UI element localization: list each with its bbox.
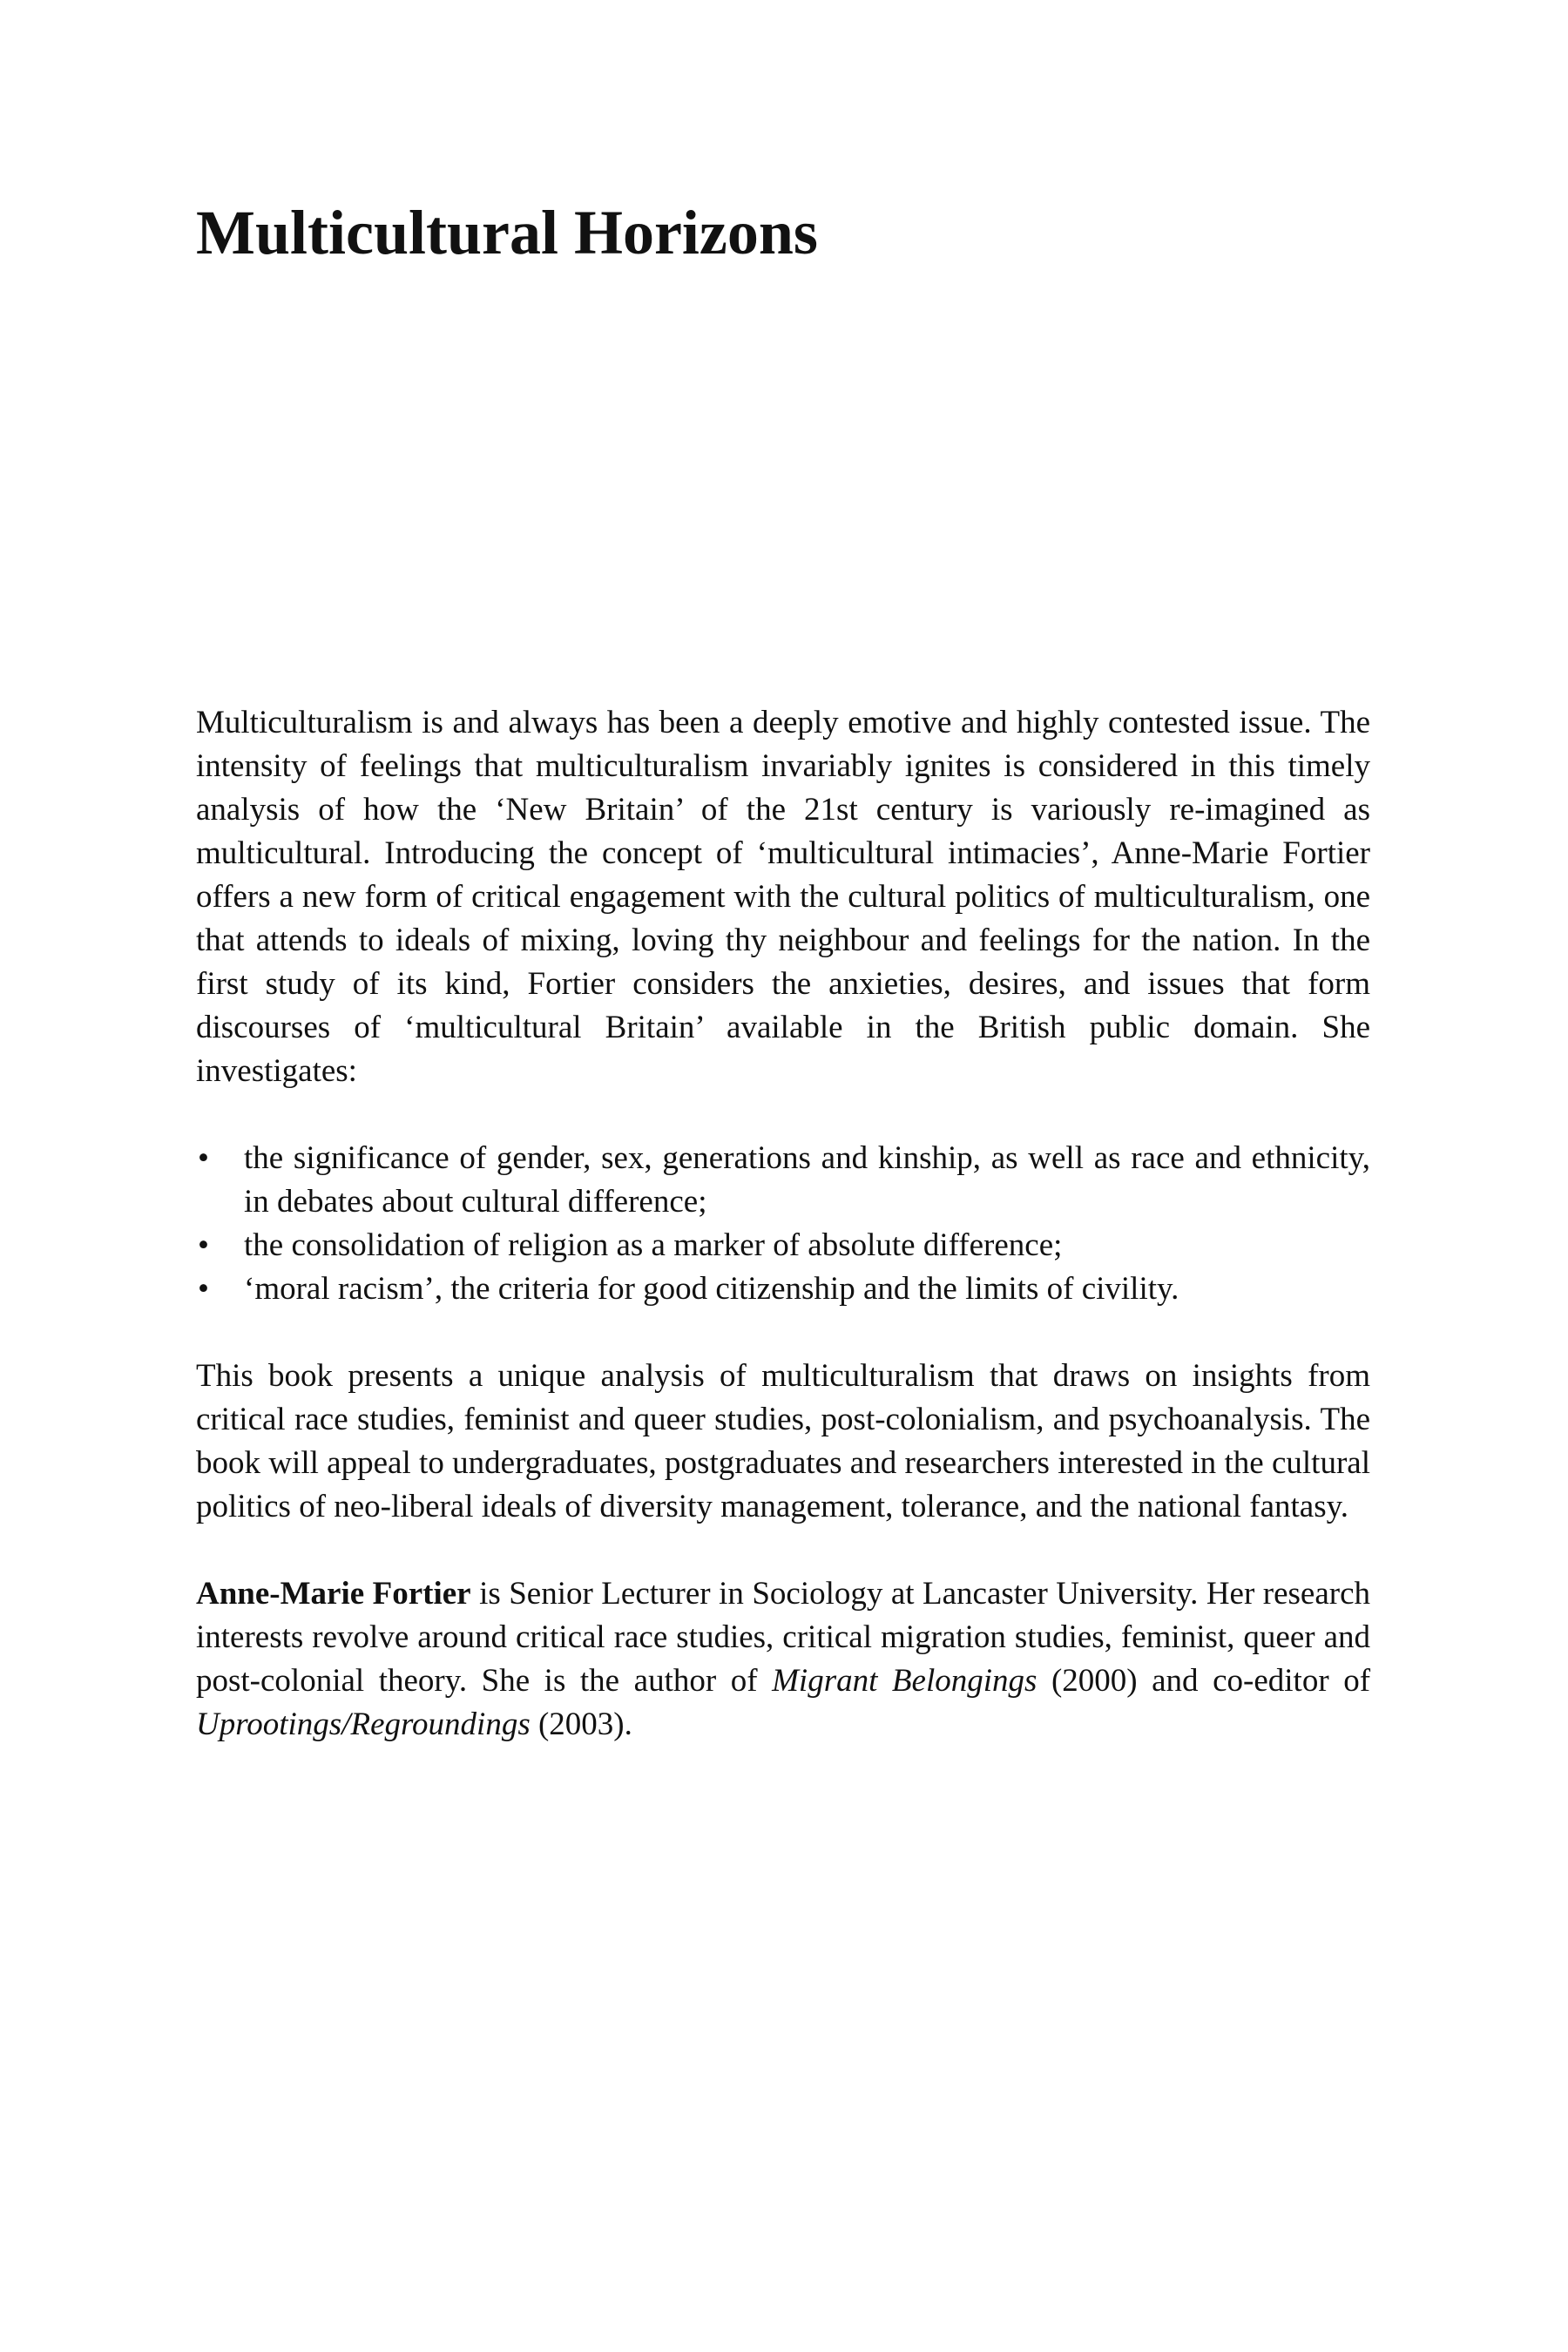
blurb-content: [196, 701, 1370, 1747]
author-bio-text: (2003).: [530, 1707, 632, 1742]
intro-paragraph: Multiculturalism is and always has been a deeply emotive and highly contested issue. The intensity of feelings that multiculturalism invariably ignites is considered in this timely analysis of how the ‘New Britain’ of the 21st century is variously re-imagined as multicultural. Introducing the concept of ‘multicultural intimacies’, Anne-Marie Fortier offers a new form of critical engagement with the cultural politics of multiculturalism, one that attends to ideals of mixing, loving thy neighbour and feelings for the nation. In the first study of its kind, Fortier considers the anxieties, desires, and issues that form discourses of ‘multicultural Britain’ available in the British public domain. She investigates:: [196, 705, 1370, 1089]
list-item: [196, 1137, 1370, 1224]
page-title: Multicultural Horizons: [196, 198, 818, 267]
author-name: Anne-Marie Fortier: [196, 1576, 471, 1612]
author-bio: [196, 1572, 1370, 1747]
list-item: [196, 1267, 1370, 1311]
list-item-text: ‘moral racism’, the criteria for good citizenship and the limits of civility.: [244, 1271, 1179, 1307]
bullet-icon: •: [198, 1271, 209, 1307]
list-item-text: the consolidation of religion as a marker of absolute difference;: [244, 1227, 1063, 1263]
book-title: Migrant Belongings: [772, 1663, 1037, 1699]
author-bio-text: is Senior Lecturer in Sociology at Lancaster University. Her research interests revolve around critical race studies, critical migration studies, feminist, queer and post-colonial theory. She is the author of: [196, 1576, 1370, 1699]
list-item: [196, 1224, 1370, 1267]
bullet-icon: •: [198, 1227, 209, 1263]
investigation-list: [196, 1137, 1370, 1311]
summary-paragraph: This book presents a unique analysis of multiculturalism that draws on insights from critical race studies, feminist and queer studies, post-colonialism, and psychoanalysis. The book will appeal to undergraduates, postgraduates and researchers interested in the cultural politics of neo-liberal ideals of diversity management, tolerance, and the national fantasy.: [196, 1358, 1370, 1524]
list-item-text: the significance of gender, sex, generations and kinship, as well as race and ethnicity, in debates about cultural difference;: [244, 1140, 1370, 1220]
author-bio-text: (2000) and co-editor of: [1037, 1663, 1371, 1699]
bullet-icon: •: [198, 1140, 209, 1176]
book-title: Uprootings/Regroundings: [196, 1707, 531, 1742]
